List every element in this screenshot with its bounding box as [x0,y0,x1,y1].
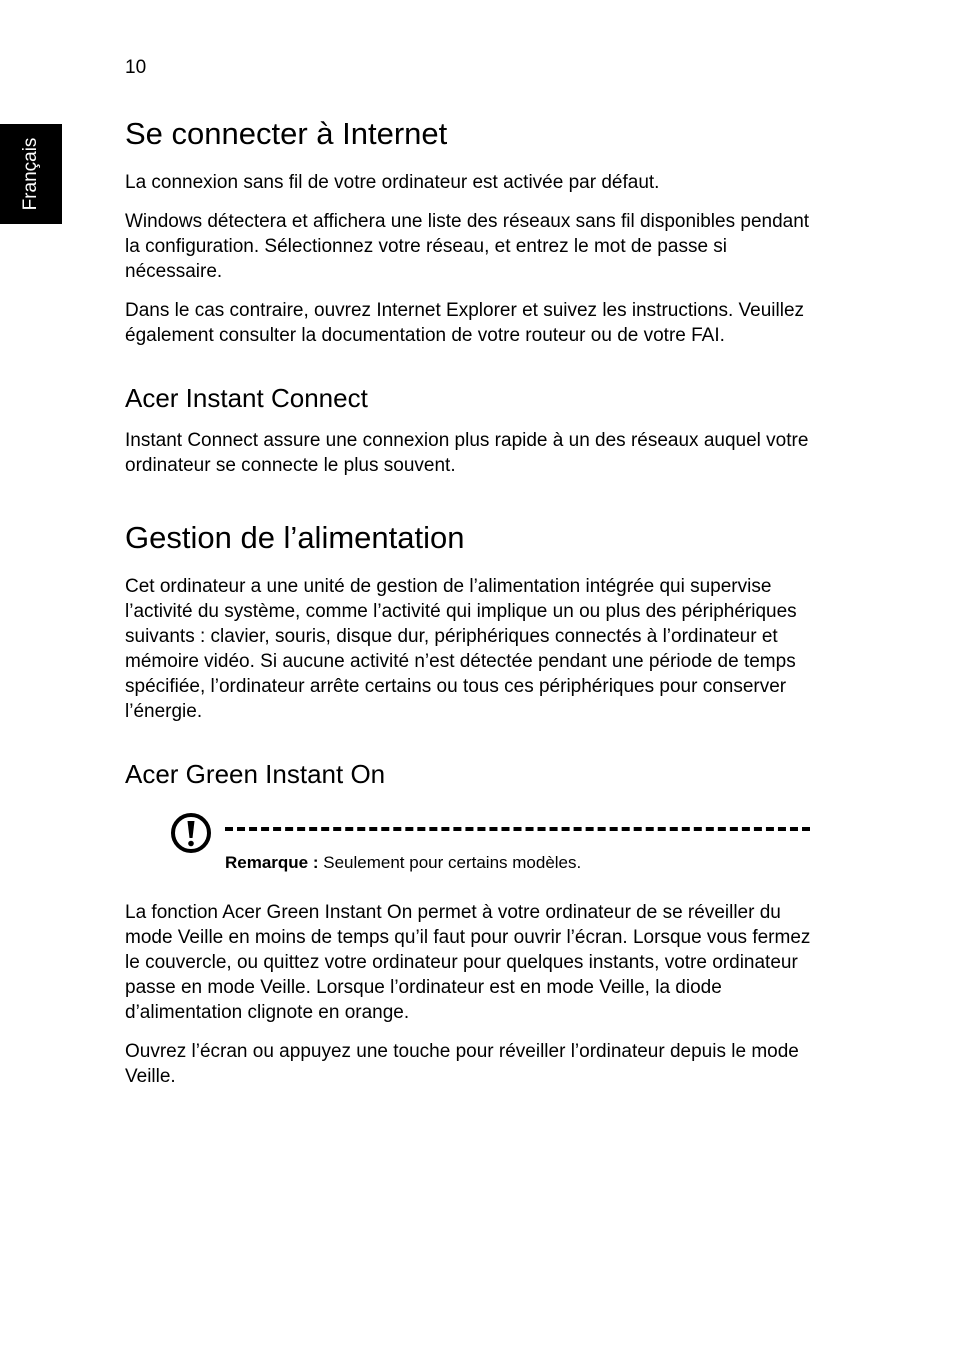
section-title-power: Gestion de l’alimentation [125,520,465,555]
subsection-title-green-instant-on: Acer Green Instant On [125,759,386,789]
paragraph: Cet ordinateur a une unité de gestion de l’alimentation intégrée qui supervise l’activité du système, comme l’activité qui implique un ou plus des périphériques suivants : clavier, souris, disque dur, périphériques connectés à l’ordinateur et mémoire vidéo. Si aucune activité n’est détectée pendant une période de temps spécifiée, l’ordinateur arrête certains ou tous ces périphériques pour conserver l’énergie. [125,576,797,722]
paragraph: La connexion sans fil de votre ordinateur est activée par défaut. [125,172,660,193]
paragraph: Windows détectera et affichera une liste des réseaux sans fil disponibles pendant la configuration. Sélectionnez votre réseau, et entrez le mot de passe si nécessaire. [125,211,810,282]
paragraph: La fonction Acer Green Instant On permet à votre ordinateur de se réveiller du mode Veille en moins de temps qu’il faut pour ouvrir l’écran. Lorsque vous fermez le couvercle, ou quittez votre ordinateur pour quelques instants, votre ordinateur passe en mode Veille. Lorsque l’ordinateur est en mode Veille, la diode d’alimentation clignote en orange. [125,902,811,1023]
note-body: Seulement pour certains modèles. [318,853,582,872]
paragraph: Instant Connect assure une connexion plus rapide à un des réseaux auquel votre ordinateur se connecte le plus souvent. [125,430,809,476]
exclamation-circle-icon [170,812,212,854]
note-label: Remarque : [225,853,319,872]
note-text [225,852,581,874]
section-title-internet: Se connecter à Internet [125,116,448,151]
language-tab-label: Français [20,137,41,211]
language-side-tab [0,124,62,224]
note-divider [225,827,810,831]
paragraph: Dans le cas contraire, ouvrez Internet Explorer et suivez les instructions. Veuillez également consulter la documentation de votre routeur ou de votre FAI. [125,300,805,346]
subsection-title-instant-connect: Acer Instant Connect [125,383,368,413]
page-content [125,114,815,1103]
note-box [125,804,815,900]
page-number: 10 [125,57,147,78]
paragraph: Ouvrez l’écran ou appuyez une touche pour réveiller l’ordinateur depuis le mode Veille. [125,1041,799,1087]
